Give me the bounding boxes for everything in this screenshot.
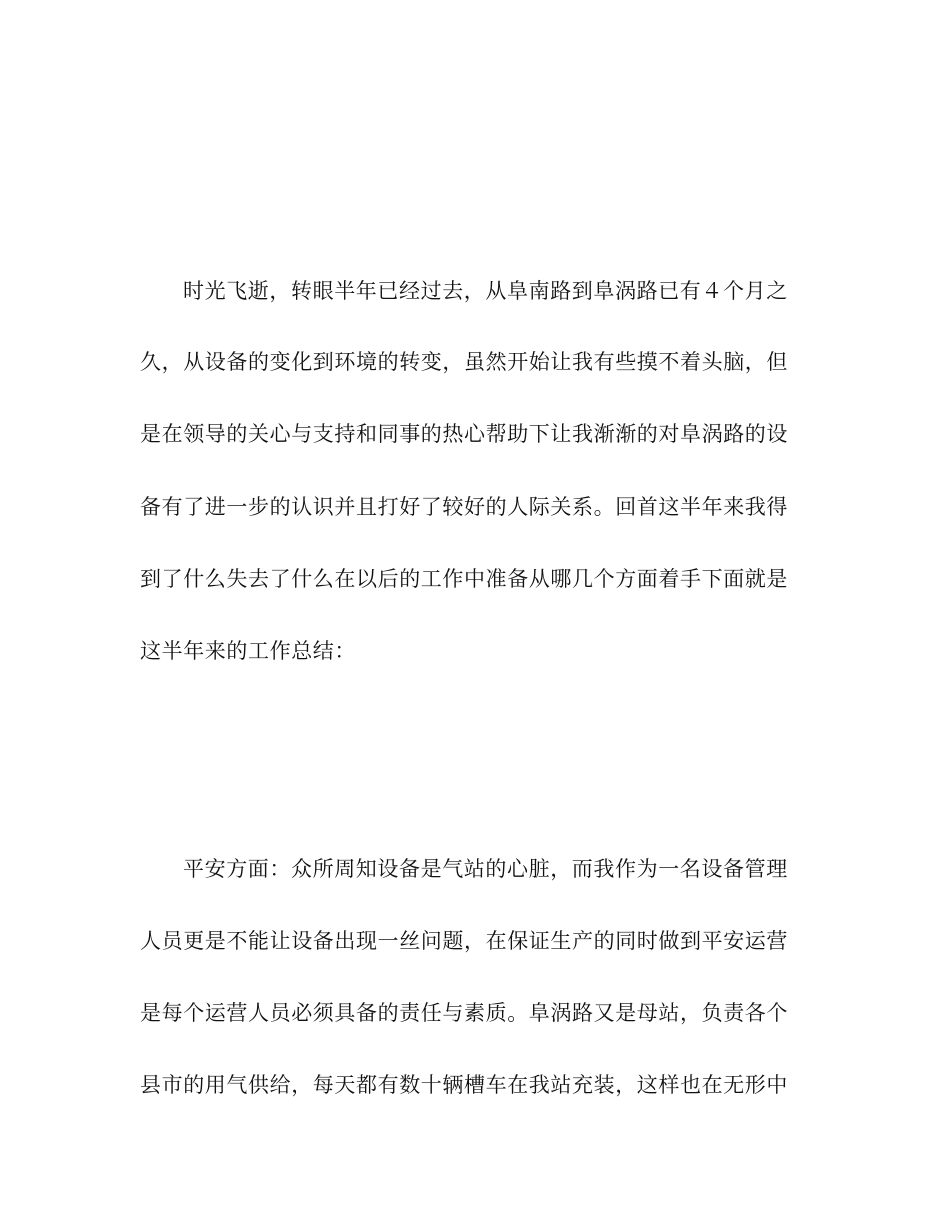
text-line: 时光飞逝，转眼半年已经过去，从阜南路到阜涡路已有４个月之 [183, 279, 788, 303]
text-line: 是每个运营人员必须具备的责任与素质。阜涡路又是母站，负责各个 [140, 1001, 788, 1025]
text-line: 人员更是不能让设备出现一丝问题，在保证生产的同时做到平安运营 [140, 929, 788, 953]
text-line: 这半年来的工作总结： [140, 639, 356, 663]
text-line: 县市的用气供给，每天都有数十辆槽车在我站充装，这样也在无形中 [140, 1073, 788, 1097]
text-line: 久，从设备的变化到环境的转变，虽然开始让我有些摸不着头脑，但 [140, 350, 788, 374]
text-line: 是在领导的关心与支持和同事的热心帮助下让我渐渐的对阜涡路的设 [140, 422, 788, 446]
text-line: 到了什么失去了什么在以后的工作中准备从哪几个方面着手下面就是 [140, 567, 788, 591]
text-line: 备有了进一步的认识并且打好了较好的人际关系。回首这半年来我得 [140, 495, 788, 519]
text-line: 平安方面：众所周知设备是气站的心脏，而我作为一名设备管理 [183, 857, 788, 881]
